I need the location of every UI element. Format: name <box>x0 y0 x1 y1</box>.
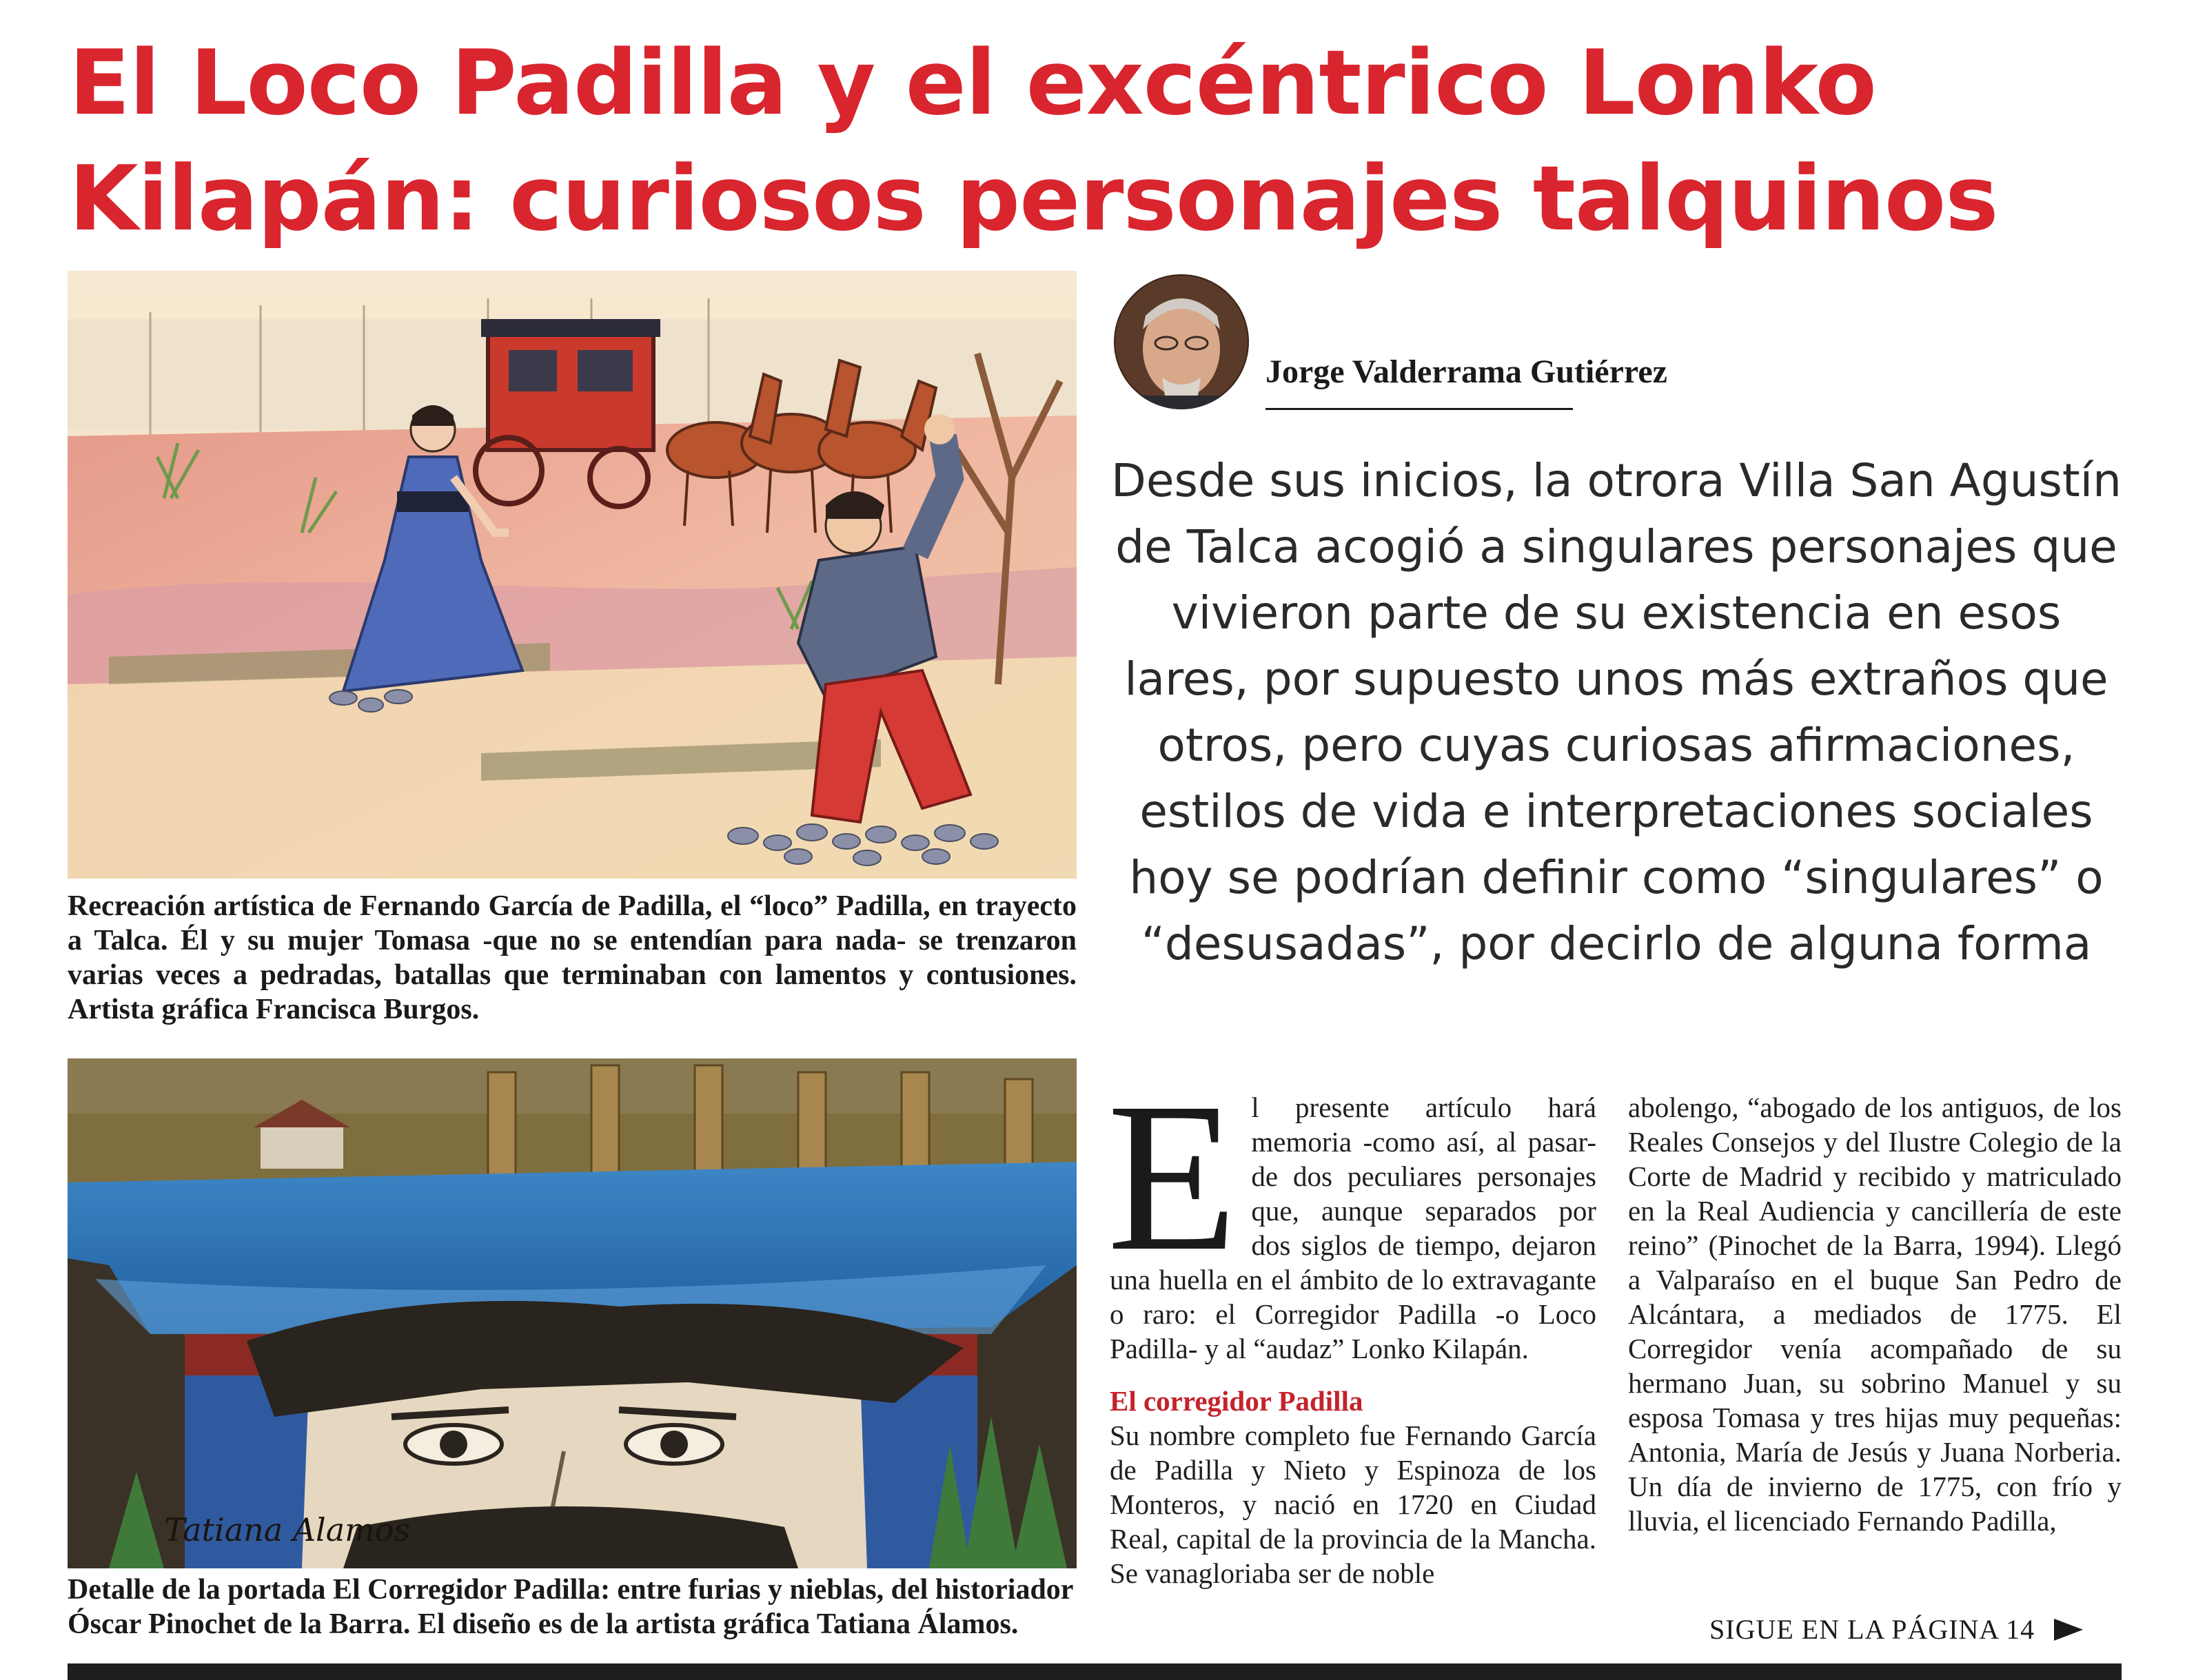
footer-bar <box>68 1663 2122 1680</box>
caption-illustration-2: Detalle de la portada El Corregidor Padilla: entre furias y nieblas, del historiador Óscar Pinochet de la Barra. El diseño es de la artista gráfica Tatiana Álamos. <box>68 1574 1073 1640</box>
continued-on-page[interactable] <box>1709 1612 2083 1647</box>
body-intro: l presente artículo hará memoria -como así, al pasar- de dos peculiares personajes que, aunque separados por dos siglos de tiempo, dejaron una huella en el ámbito de lo extravagante o raro: el Corregidor Padilla -o Loco Padilla- y al “audaz” Lonko Kilapán. <box>1110 1092 1596 1364</box>
headline-line-2: Kilapán: curiosos personajes talquinos <box>69 146 1998 251</box>
illustration-book-cover <box>68 1058 1077 1568</box>
drop-cap: E <box>1107 1059 1238 1295</box>
author-divider <box>1265 408 1573 410</box>
headline-line-1: El Loco Padilla y el excéntrico Lonko <box>69 30 1876 135</box>
caption-illustration-1: Recreación artística de Fernando García de Padilla, el “loco” Padilla, en trayecto a Talca. Él y su mujer Tomasa -que no se entendían para nada- se trenzaron varias veces a pedradas, batallas que terminaban con lamentos y contusiones. Artista gráfica Francisca Burgos. <box>68 890 1077 1025</box>
headline <box>69 25 2137 256</box>
author-avatar <box>1114 274 1249 409</box>
illustration-stagecoach <box>68 271 1077 879</box>
cover-signature: Tatiana Alamos <box>164 1511 411 1548</box>
body-column-1 <box>1107 1059 1596 1590</box>
lead-paragraph: Desde sus inicios, la otrora Villa San Agustín de Talca acogió a singulares personajes que vivieron parte de su existencia en esos lares, por supuesto unos más extraños que otros, pero cuyas curiosas afirmaciones, estilos de vida e interpretaciones sociales hoy se podrían definir como “singulares” o “desusadas”, por decirlo de alguna forma <box>1111 454 2122 970</box>
body-column-1-text: Su nombre completo fue Fernando García de Padilla y Nieto y Espinoza de los Monteros, y nació en 1720 en Ciudad Real, capital de la provincia de la Mancha. Se vanagloriaba ser de noble <box>1110 1420 1596 1589</box>
arrow-right-icon <box>2054 1619 2083 1641</box>
continued-label: SIGUE EN LA PÁGINA 14 <box>1709 1614 2035 1645</box>
body-column-2: abolengo, “abogado de los antiguos, de los Reales Consejos y del Ilustre Colegio de la Corte de Madrid y recibido y matriculado en la Real Audiencia y cancillería de este reino” (Pinochet de la Barra, 1994). Llegó a Valparaíso en el buque San Pedro de Alcántara, a mediados de 1775. El Corregidor venía acompañado de su hermano Juan, su sobrino Manuel y su esposa Tomasa y tres hijas muy pequeñas: Antonia, María de Jesús y Juana Norberia. Un día de invierno de 1775, con frío y lluvia, el licenciado Fernando Padilla, <box>1628 1092 2122 1537</box>
author-name: Jorge Valderrama Gutiérrez <box>1265 354 1667 390</box>
section-subheading: El corregidor Padilla <box>1110 1385 1363 1417</box>
